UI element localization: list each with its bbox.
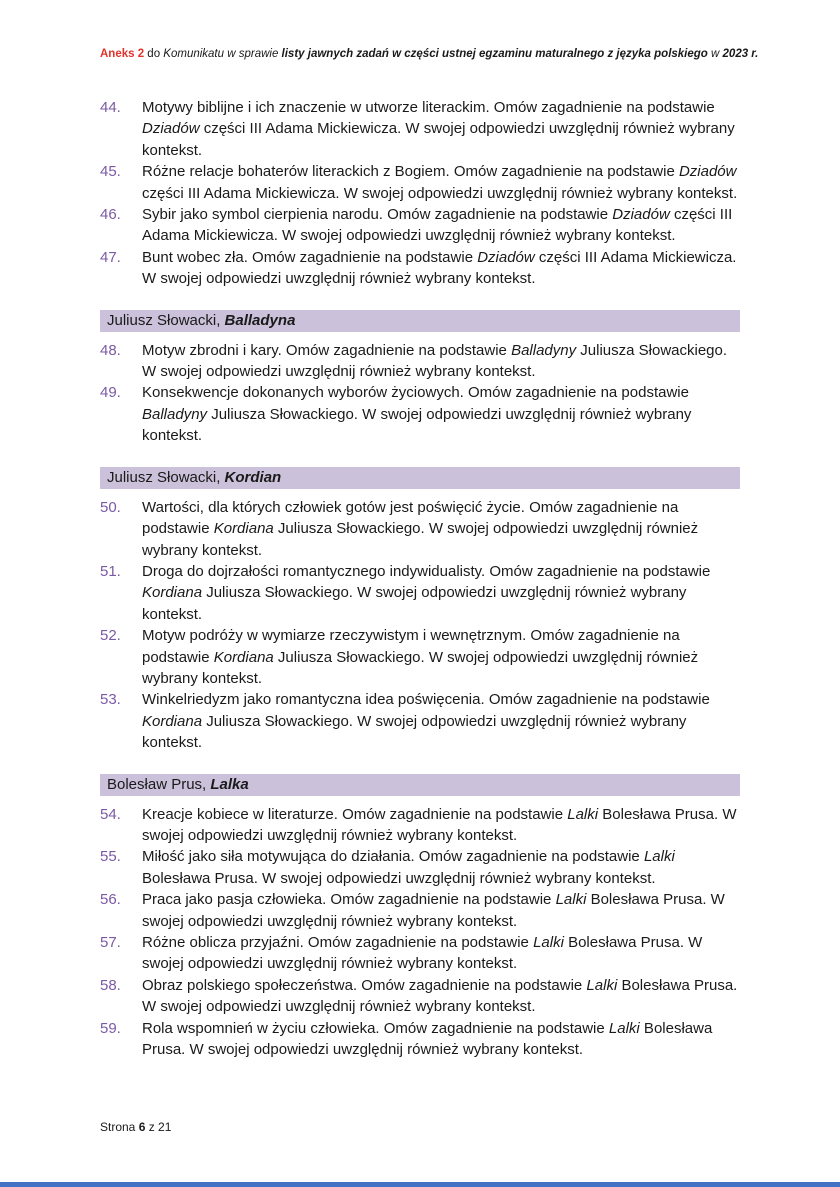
item-number: 55. <box>100 848 121 866</box>
list-item <box>100 497 740 561</box>
text-segment: Aneks 2 <box>100 48 145 60</box>
text-segment: Bolesława Prusa. W swojej odpowiedzi uwzględnij również wybrany kontekst. <box>142 869 656 887</box>
text-segment: Wartości, dla których człowiek gotów jest poświęcić życie. Omów zagadnienie na podstawie <box>142 498 679 538</box>
text-segment: Juliusza Słowackiego. W swojej odpowiedzi uwzględnij również wybrany kontekst. <box>142 520 699 559</box>
text-segment: listy jawnych zadań w części ustnej egzaminu maturalnego z języka polskiego <box>281 48 708 60</box>
item-number: 47. <box>100 248 121 266</box>
text-segment: Lalki <box>555 891 587 909</box>
text-segment: Juliusz Słowacki, <box>107 311 225 329</box>
text-segment: Motywy biblijne i ich znaczenie w utworze literackim. Omów zagadnienie na podstawie <box>142 99 715 116</box>
item-text <box>142 161 740 204</box>
text-segment: Balladyny <box>511 341 577 359</box>
text-segment: Miłość jako siła motywująca do działania. Omów zagadnienie na podstawie <box>142 848 644 866</box>
text-segment: Lalki <box>586 976 618 994</box>
item-number: 53. <box>100 691 121 709</box>
list-item <box>100 846 740 889</box>
text-segment: Kordian <box>224 468 282 486</box>
text-segment: Bolesława Prusa. W swojej odpowiedzi uwzględnij również wybrany kontekst. <box>142 934 703 973</box>
list-item <box>100 161 740 204</box>
item-number: 58. <box>100 976 121 994</box>
item-text <box>142 497 740 561</box>
text-segment: części III Adama Mickiewicza. W swojej odpowiedzi uwzględnij również wybrany kontekst. <box>142 206 733 245</box>
text-segment: Juliusza Słowackiego. W swojej odpowiedzi uwzględnij również wybrany kontekst. <box>142 341 728 381</box>
text-segment: Juliusza Słowackiego. W swojej odpowiedzi uwzględnij również wybrany kontekst. <box>142 712 687 752</box>
item-text <box>142 382 740 446</box>
text-segment: 6 <box>138 1120 146 1134</box>
text-segment: Sybir jako symbol cierpienia narodu. Omów zagadnienie na podstawie <box>142 206 613 224</box>
list-item <box>100 340 740 383</box>
text-segment: Bolesława Prusa. W swojej odpowiedzi uwzględnij również wybrany kontekst. <box>142 1019 713 1059</box>
item-text <box>142 340 740 383</box>
item-text <box>142 204 740 247</box>
text-segment: Komunikatu w sprawie <box>163 48 282 60</box>
text-segment: Bunt wobec zła. Omów zagadnienie na podstawie <box>142 248 478 266</box>
item-number: 44. <box>100 99 121 116</box>
text-segment: Bolesława Prusa. W swojej odpowiedzi uwzględnij również wybrany kontekst. <box>142 891 725 930</box>
text-segment: Dziadów <box>678 163 737 181</box>
item-number: 59. <box>100 1019 121 1037</box>
text-segment: części III Adama Mickiewicza. W swojej odpowiedzi uwzględnij również wybrany kontekst. <box>142 248 737 288</box>
text-segment: Kordiana <box>213 648 274 666</box>
text-segment: Lalka <box>210 775 249 793</box>
item-text <box>142 625 740 689</box>
task-list-content <box>100 97 740 1060</box>
list-item <box>100 889 740 932</box>
section-heading <box>100 774 740 796</box>
bottom-bar <box>0 1182 840 1187</box>
text-segment: Dziadów <box>142 120 200 138</box>
text-segment: Lalki <box>608 1019 640 1037</box>
text-segment: Praca jako pasja człowieka. Omów zagadnienie na podstawie <box>142 891 556 909</box>
item-text <box>142 689 740 753</box>
text-segment: Balladyny <box>142 405 208 423</box>
text-segment: Dziadów <box>477 248 535 266</box>
page-footer <box>100 1120 171 1134</box>
list-item <box>100 97 740 161</box>
text-segment: Różne oblicza przyjaźni. Omów zagadnienie na podstawie <box>142 934 534 951</box>
text-segment: Balladyna <box>224 311 296 329</box>
list-item <box>100 975 740 1018</box>
text-segment: Bolesława Prusa. W swojej odpowiedzi uwzględnij również wybrany kontekst. <box>142 805 737 844</box>
item-text <box>142 247 740 290</box>
list-item <box>100 204 740 247</box>
text-segment: Strona <box>100 1120 139 1134</box>
text-segment: Bolesław Prus, <box>107 775 211 793</box>
text-segment: części III Adama Mickiewicza. W swojej odpowiedzi uwzględnij również wybrany kontekst. <box>142 120 735 159</box>
text-segment: do <box>144 48 164 60</box>
item-number: 52. <box>100 627 121 645</box>
text-segment: w <box>707 48 723 60</box>
text-segment: z 21 <box>145 1120 172 1134</box>
text-segment: Obraz polskiego społeczeństwa. Omów zagadnienie na podstawie <box>142 976 587 994</box>
item-text <box>142 804 740 847</box>
text-segment: Kordiana <box>142 584 203 602</box>
text-segment: Kordiana <box>213 520 274 538</box>
list-item <box>100 932 740 975</box>
text-segment: Lalki <box>533 934 564 951</box>
item-text <box>142 561 740 625</box>
list-item <box>100 625 740 689</box>
item-text <box>142 889 740 932</box>
item-text <box>142 97 740 161</box>
text-segment: Kordiana <box>142 712 203 730</box>
item-number: 50. <box>100 498 121 516</box>
text-segment: Motyw zbrodni i kary. Omów zagadnienie na podstawie <box>142 341 512 359</box>
item-number: 49. <box>100 384 121 402</box>
item-number: 57. <box>100 934 121 951</box>
text-segment: Różne relacje bohaterów literackich z Bogiem. Omów zagadnienie na podstawie <box>142 163 679 181</box>
section-heading <box>100 467 740 489</box>
item-number: 54. <box>100 805 121 823</box>
text-segment: Juliusza Słowackiego. W swojej odpowiedzi uwzględnij również wybrany kontekst. <box>142 584 687 623</box>
list-item <box>100 382 740 446</box>
text-segment: Juliusza Słowackiego. W swojej odpowiedzi uwzględnij również wybrany kontekst. <box>142 405 692 445</box>
text-segment: części III Adama Mickiewicza. W swojej odpowiedzi uwzględnij również wybrany kontekst. <box>142 184 738 202</box>
text-segment: Dziadów <box>612 206 670 224</box>
item-text <box>142 1018 740 1061</box>
item-number: 56. <box>100 891 121 909</box>
list-item <box>100 689 740 753</box>
list-item <box>100 1018 740 1061</box>
text-segment: Lalki <box>567 805 599 823</box>
item-text <box>142 932 740 975</box>
text-segment: Winkelriedyzm jako romantyczna idea poświęcenia. Omów zagadnienie na podstawie <box>142 691 710 709</box>
item-text <box>142 975 740 1018</box>
list-item <box>100 247 740 290</box>
item-number: 45. <box>100 163 121 181</box>
text-segment: Konsekwencje dokonanych wyborów życiowych. Omów zagadnienie na podstawie <box>142 384 689 402</box>
text-segment: Bolesława Prusa. W swojej odpowiedzi uwzględnij również wybrany kontekst. <box>142 976 738 1016</box>
item-number: 51. <box>100 562 121 580</box>
list-item <box>100 804 740 847</box>
list-item <box>100 561 740 625</box>
text-segment: Juliusz Słowacki, <box>107 468 225 486</box>
text-segment: Rola wspomnień w życiu człowieka. Omów zagadnienie na podstawie <box>142 1019 609 1037</box>
section-heading <box>100 310 740 332</box>
text-segment: Droga do dojrzałości romantycznego indywidualisty. Omów zagadnienie na podstawie <box>142 562 711 580</box>
item-number: 48. <box>100 341 121 359</box>
doc-header <box>100 47 759 61</box>
text-segment: Motyw podróży w wymiarze rzeczywistym i wewnętrznym. Omów zagadnienie na podstawie <box>142 627 680 666</box>
text-segment: 2023 r. <box>722 48 759 60</box>
text-segment: Lalki <box>643 848 675 866</box>
item-text <box>142 846 740 889</box>
text-segment: Juliusza Słowackiego. W swojej odpowiedzi uwzględnij również wybrany kontekst. <box>142 648 699 687</box>
text-segment: Kreacje kobiece w literaturze. Omów zagadnienie na podstawie <box>142 805 568 823</box>
item-number: 46. <box>100 206 121 224</box>
